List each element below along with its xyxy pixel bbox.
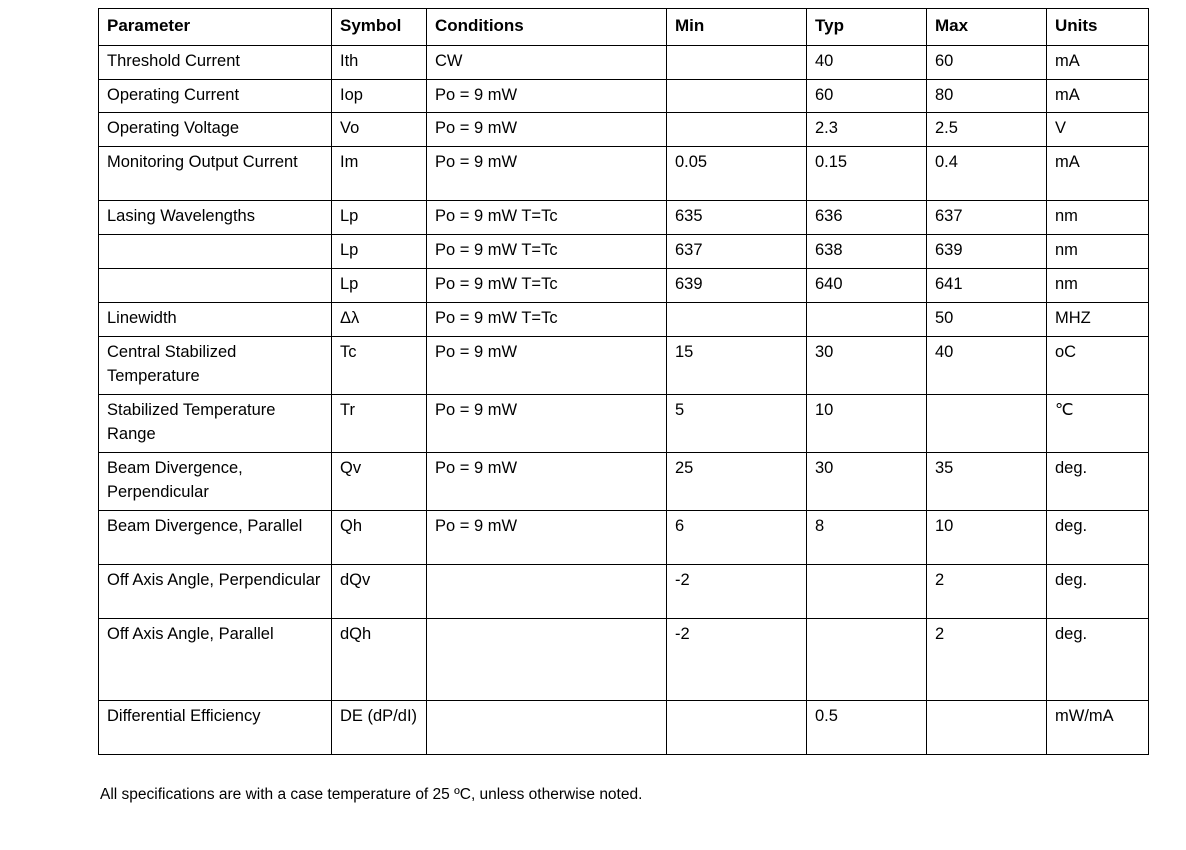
cell-parameter: Monitoring Output Current <box>99 147 332 201</box>
cell-typ <box>807 564 927 618</box>
cell-conditions <box>427 700 667 754</box>
cell-min: 637 <box>667 235 807 269</box>
cell-units: mW/mA <box>1047 700 1149 754</box>
cell-parameter: Threshold Current <box>99 45 332 79</box>
cell-parameter: Lasing Wavelengths <box>99 201 332 235</box>
cell-max: 35 <box>927 452 1047 510</box>
table-row <box>99 394 1149 452</box>
cell-min <box>667 700 807 754</box>
cell-max: 40 <box>927 337 1047 395</box>
cell-max: 2 <box>927 564 1047 618</box>
cell-parameter: Operating Current <box>99 79 332 113</box>
table-row <box>99 337 1149 395</box>
cell-units: deg. <box>1047 452 1149 510</box>
cell-symbol: Ith <box>332 45 427 79</box>
cell-min: 15 <box>667 337 807 395</box>
cell-typ: 8 <box>807 510 927 564</box>
cell-symbol: Iop <box>332 79 427 113</box>
cell-typ: 40 <box>807 45 927 79</box>
cell-max: 50 <box>927 303 1047 337</box>
cell-units: V <box>1047 113 1149 147</box>
cell-min <box>667 113 807 147</box>
table-body <box>99 45 1149 754</box>
cell-units: oC <box>1047 337 1149 395</box>
cell-max <box>927 700 1047 754</box>
cell-typ: 30 <box>807 337 927 395</box>
specifications-table-container <box>98 8 1114 755</box>
cell-conditions: Po = 9 mW T=Tc <box>427 303 667 337</box>
cell-symbol: dQv <box>332 564 427 618</box>
cell-conditions <box>427 564 667 618</box>
cell-parameter: Operating Voltage <box>99 113 332 147</box>
cell-parameter: Differential Efficiency <box>99 700 332 754</box>
cell-symbol: Im <box>332 147 427 201</box>
column-header-conditions: Conditions <box>427 9 667 46</box>
table-row <box>99 201 1149 235</box>
cell-conditions: Po = 9 mW <box>427 79 667 113</box>
cell-conditions: Po = 9 mW T=Tc <box>427 201 667 235</box>
cell-units: nm <box>1047 235 1149 269</box>
cell-conditions: Po = 9 mW <box>427 394 667 452</box>
cell-parameter: Off Axis Angle, Parallel <box>99 618 332 700</box>
cell-typ <box>807 618 927 700</box>
cell-units: MHZ <box>1047 303 1149 337</box>
cell-min: 0.05 <box>667 147 807 201</box>
cell-typ: 10 <box>807 394 927 452</box>
cell-conditions: Po = 9 mW <box>427 147 667 201</box>
cell-min: -2 <box>667 618 807 700</box>
table-header <box>99 9 1149 46</box>
cell-min: 639 <box>667 269 807 303</box>
cell-max: 637 <box>927 201 1047 235</box>
cell-conditions: Po = 9 mW <box>427 452 667 510</box>
table-row <box>99 269 1149 303</box>
cell-max: 80 <box>927 79 1047 113</box>
cell-symbol: Tr <box>332 394 427 452</box>
cell-units: deg. <box>1047 510 1149 564</box>
cell-min: 6 <box>667 510 807 564</box>
cell-min: 5 <box>667 394 807 452</box>
cell-parameter <box>99 235 332 269</box>
table-row <box>99 79 1149 113</box>
cell-symbol: Δλ <box>332 303 427 337</box>
cell-symbol: Lp <box>332 235 427 269</box>
cell-max: 10 <box>927 510 1047 564</box>
cell-conditions: Po = 9 mW <box>427 113 667 147</box>
cell-min: -2 <box>667 564 807 618</box>
table-row <box>99 147 1149 201</box>
cell-conditions: CW <box>427 45 667 79</box>
table-row <box>99 45 1149 79</box>
cell-symbol: Lp <box>332 269 427 303</box>
cell-conditions: Po = 9 mW T=Tc <box>427 235 667 269</box>
cell-max: 0.4 <box>927 147 1047 201</box>
cell-typ: 638 <box>807 235 927 269</box>
cell-typ: 0.15 <box>807 147 927 201</box>
cell-conditions: Po = 9 mW <box>427 337 667 395</box>
cell-max: 2 <box>927 618 1047 700</box>
table-row <box>99 510 1149 564</box>
cell-max <box>927 394 1047 452</box>
cell-typ: 0.5 <box>807 700 927 754</box>
cell-parameter: Central Stabilized Temperature <box>99 337 332 395</box>
table-header-row <box>99 9 1149 46</box>
cell-conditions: Po = 9 mW <box>427 510 667 564</box>
cell-min <box>667 303 807 337</box>
cell-typ: 30 <box>807 452 927 510</box>
specifications-table <box>98 8 1149 755</box>
cell-max: 2.5 <box>927 113 1047 147</box>
cell-conditions: Po = 9 mW T=Tc <box>427 269 667 303</box>
cell-typ: 636 <box>807 201 927 235</box>
cell-parameter: Off Axis Angle, Perpendicular <box>99 564 332 618</box>
column-header-typ: Typ <box>807 9 927 46</box>
table-footnote: All specifications are with a case temperature of 25 ºC, unless otherwise noted. <box>100 786 643 803</box>
cell-max: 60 <box>927 45 1047 79</box>
column-header-units: Units <box>1047 9 1149 46</box>
cell-parameter: Linewidth <box>99 303 332 337</box>
cell-min: 635 <box>667 201 807 235</box>
table-row <box>99 452 1149 510</box>
cell-symbol: Vo <box>332 113 427 147</box>
cell-units: deg. <box>1047 564 1149 618</box>
column-header-symbol: Symbol <box>332 9 427 46</box>
cell-min <box>667 79 807 113</box>
cell-units: deg. <box>1047 618 1149 700</box>
cell-typ: 2.3 <box>807 113 927 147</box>
cell-symbol: DE (dP/dI) <box>332 700 427 754</box>
column-header-parameter: Parameter <box>99 9 332 46</box>
cell-typ <box>807 303 927 337</box>
cell-parameter: Beam Divergence, Perpendicular <box>99 452 332 510</box>
table-row <box>99 235 1149 269</box>
cell-min: 25 <box>667 452 807 510</box>
cell-min <box>667 45 807 79</box>
cell-parameter <box>99 269 332 303</box>
table-row <box>99 564 1149 618</box>
cell-units: nm <box>1047 269 1149 303</box>
column-header-min: Min <box>667 9 807 46</box>
cell-max: 639 <box>927 235 1047 269</box>
cell-units: mA <box>1047 79 1149 113</box>
cell-symbol: Lp <box>332 201 427 235</box>
table-row <box>99 618 1149 700</box>
cell-symbol: Qh <box>332 510 427 564</box>
cell-typ: 60 <box>807 79 927 113</box>
cell-units: mA <box>1047 45 1149 79</box>
cell-symbol: Qv <box>332 452 427 510</box>
table-row <box>99 303 1149 337</box>
cell-symbol: dQh <box>332 618 427 700</box>
table-row <box>99 113 1149 147</box>
cell-parameter: Stabilized Temperature Range <box>99 394 332 452</box>
cell-units: nm <box>1047 201 1149 235</box>
cell-max: 641 <box>927 269 1047 303</box>
cell-units: mA <box>1047 147 1149 201</box>
cell-units: ℃ <box>1047 394 1149 452</box>
cell-typ: 640 <box>807 269 927 303</box>
cell-parameter: Beam Divergence, Parallel <box>99 510 332 564</box>
cell-conditions <box>427 618 667 700</box>
table-row <box>99 700 1149 754</box>
column-header-max: Max <box>927 9 1047 46</box>
cell-symbol: Tc <box>332 337 427 395</box>
